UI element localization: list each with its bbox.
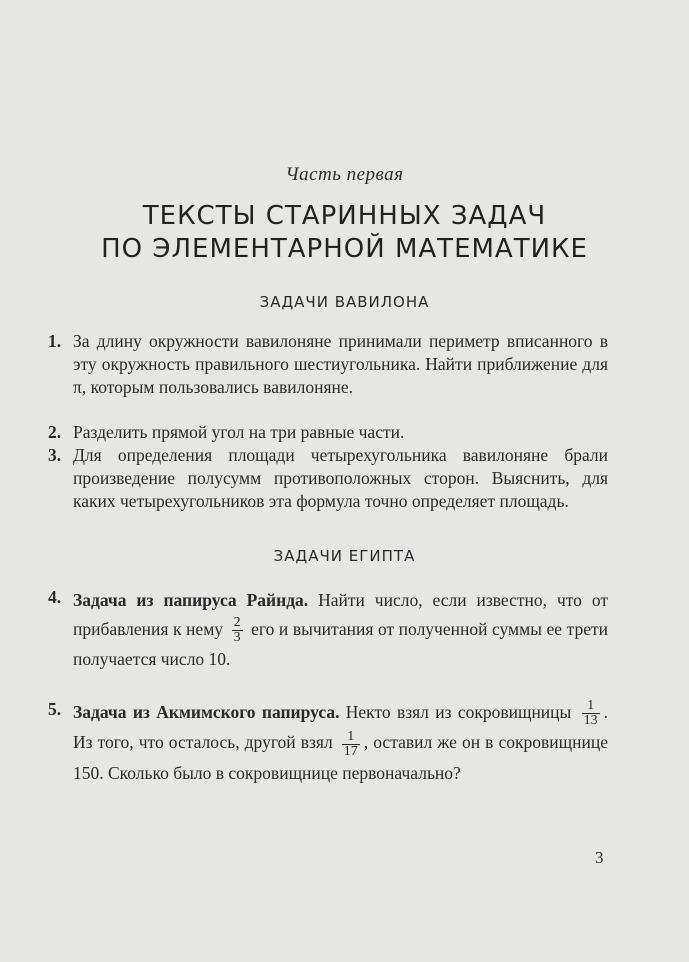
problem-text: Для определения площади четырехугольника вавилоняне брали произведение полусумм противоположных сторон. Выяснить, для каких четырехугольников эта формула точно определяет площадь. [73, 445, 608, 511]
problem-3 [48, 444, 608, 513]
problem-text: Разделить прямой угол на три равные части. [73, 422, 405, 442]
section-heading-egypt: ЗАДАЧИ ЕГИПТА [273, 547, 416, 565]
fraction-numerator: 1 [342, 730, 360, 745]
fraction-numerator: 2 [233, 615, 241, 631]
problem-title: Задача из папируса Райнда. [73, 590, 309, 610]
page-title [0, 200, 689, 266]
part-label: Часть первая [285, 164, 404, 185]
fraction-denominator: 3 [233, 630, 241, 646]
problem-text-part: Найти число, если известно, что от прибавления к нему [73, 590, 609, 639]
problem-number: 3. [48, 445, 62, 465]
problem-text-part: . Из того, что осталось, другой взял [73, 702, 609, 753]
fraction [582, 699, 600, 728]
fraction-denominator: 13 [583, 713, 598, 729]
fraction [232, 616, 243, 645]
problem-number: 1. [48, 331, 62, 351]
problem-title: Задача из Акмимского папируса. [73, 702, 340, 722]
problem-5 [48, 698, 608, 788]
fraction [342, 730, 360, 759]
problem-number: 2. [48, 422, 62, 442]
page-number: 3 [595, 848, 604, 867]
problem-number: 4. [48, 587, 62, 607]
title-line-1: ТЕКСТЫ СТАРИННЫХ ЗАДАЧ [142, 201, 547, 231]
problem-4 [48, 586, 608, 674]
section-heading-babylon: ЗАДАЧИ ВАВИЛОНА [259, 293, 430, 311]
problem-number: 5. [48, 699, 62, 719]
title-line-2: ПО ЭЛЕМЕНТАРНОЙ МАТЕМАТИКЕ [101, 234, 588, 264]
fraction-denominator: 17 [343, 743, 358, 759]
problem-text [73, 586, 608, 674]
problem-text-part: , оставил же он в сокровищнице 150. Сколько было в сокровищнице первоначально? [73, 732, 608, 783]
problem-text-part: его и вычитания от полученной суммы ее трети получается число 10. [73, 619, 608, 670]
problem-text [73, 698, 608, 788]
problem-2 [48, 421, 608, 444]
problem-text: За длину окружности вавилоняне принимали периметр вписанного в эту окружность правильного шестиугольника. Найти приближение для π, которым пользовались вавилоняне. [73, 331, 608, 397]
problem-1 [48, 330, 608, 399]
problem-text-part: Некто взял из сокровищницы [345, 702, 572, 722]
fraction-numerator: 1 [582, 699, 600, 714]
